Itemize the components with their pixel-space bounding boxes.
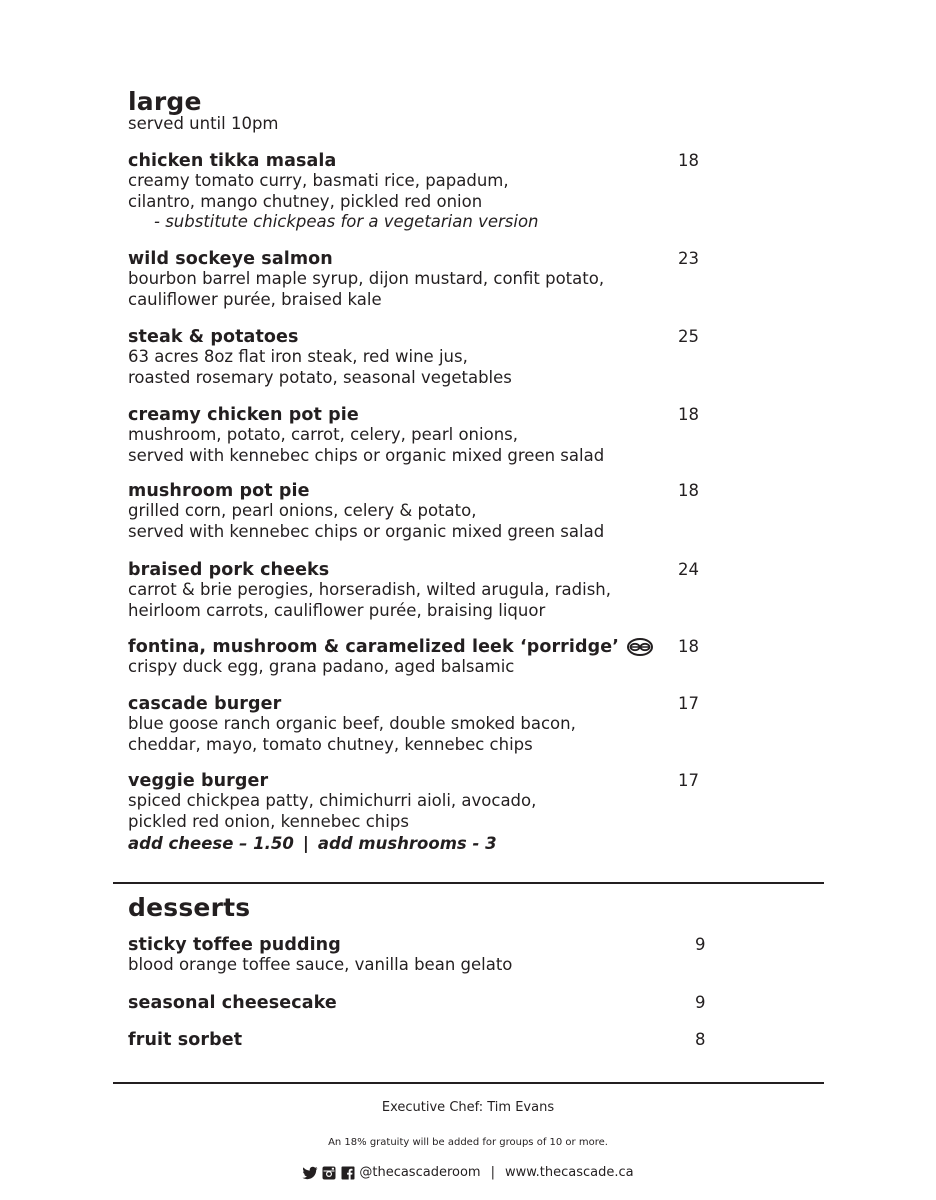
item-name: veggie burger <box>128 771 269 791</box>
instagram-icon[interactable] <box>321 1165 337 1181</box>
item-name: seasonal cheesecake <box>128 993 337 1013</box>
footer-separator: | <box>490 1165 495 1180</box>
item-name: chicken tikka masala <box>128 151 337 171</box>
addon-mushrooms: add mushrooms - 3 <box>317 834 497 853</box>
social-links <box>0 1164 936 1182</box>
gratuity-note: An 18% gratuity will be added for groups of 10 or more. <box>328 1137 608 1148</box>
item-name: fontina, mushroom & caramelized leek ‘porridge’ <box>128 637 619 657</box>
item-price: 17 <box>678 771 699 790</box>
addon-separator: | <box>302 834 309 853</box>
item-price: 9 <box>695 935 706 954</box>
item-description: grilled corn, pearl onions, celery & potato, <box>128 501 477 520</box>
vegetarian-icon <box>626 637 654 657</box>
item-name: fruit sorbet <box>128 1030 243 1050</box>
menu-item <box>128 405 728 466</box>
item-description: bourbon barrel maple syrup, dijon mustard, confit potato, <box>128 269 605 288</box>
item-description: 63 acres 8oz flat iron steak, red wine jus, <box>128 347 468 366</box>
item-note: - substitute chickpeas for a vegetarian version <box>154 212 539 231</box>
item-price: 25 <box>678 327 699 346</box>
item-name: wild sockeye salmon <box>128 249 333 269</box>
item-price: 9 <box>695 993 706 1012</box>
menu-item <box>128 249 728 310</box>
item-description: blue goose ranch organic beef, double smoked bacon, <box>128 714 576 733</box>
twitter-icon[interactable] <box>302 1165 318 1181</box>
burger-addons <box>128 834 497 854</box>
item-description: served with kennebec chips or organic mixed green salad <box>128 445 605 465</box>
item-description: crispy duck egg, grana padano, aged balsamic <box>128 657 515 676</box>
item-description: cauliflower purée, braised kale <box>128 289 382 309</box>
item-description: heirloom carrots, cauliflower purée, braising liquor <box>128 600 546 620</box>
item-price: 18 <box>678 481 699 500</box>
item-description: spiced chickpea patty, chimichurri aioli, avocado, <box>128 791 537 810</box>
item-price: 18 <box>678 405 699 424</box>
item-name: braised pork cheeks <box>128 560 330 580</box>
menu-item <box>128 771 728 832</box>
menu-item <box>128 560 728 621</box>
social-handle[interactable]: @thecascaderoom <box>359 1165 481 1180</box>
executive-chef: Executive Chef: Tim Evans <box>381 1100 555 1115</box>
menu-item <box>128 481 728 542</box>
menu-item <box>128 1030 728 1050</box>
footer-divider <box>113 1082 824 1084</box>
item-price: 23 <box>678 249 699 268</box>
item-description: cilantro, mango chutney, pickled red onion <box>128 191 483 211</box>
item-name: sticky toffee pudding <box>128 935 341 955</box>
menu-item <box>128 694 728 755</box>
item-description: roasted rosemary potato, seasonal vegetables <box>128 367 512 387</box>
addon-cheese: add cheese – 1.50 <box>128 834 294 853</box>
menu-item <box>128 637 728 678</box>
item-description: mushroom, potato, carrot, celery, pearl onions, <box>128 425 518 444</box>
item-price: 18 <box>678 151 699 170</box>
item-name: creamy chicken pot pie <box>128 405 359 425</box>
item-description: cheddar, mayo, tomato chutney, kennebec chips <box>128 734 533 754</box>
item-price: 17 <box>678 694 699 713</box>
item-description: pickled red onion, kennebec chips <box>128 811 409 831</box>
section-title-desserts: desserts <box>128 893 251 922</box>
item-price: 8 <box>695 1030 706 1049</box>
menu-item <box>128 151 728 233</box>
item-description: creamy tomato curry, basmati rice, papadum, <box>128 171 509 190</box>
facebook-icon[interactable] <box>340 1165 356 1181</box>
menu-item <box>128 935 728 976</box>
item-name: mushroom pot pie <box>128 481 310 501</box>
item-description: served with kennebec chips or organic mixed green salad <box>128 521 605 541</box>
section-title-large: large <box>128 87 202 116</box>
website-link[interactable]: www.thecascade.ca <box>504 1165 634 1180</box>
item-price: 24 <box>678 560 699 579</box>
item-description: carrot & brie perogies, horseradish, wilted arugula, radish, <box>128 580 611 599</box>
item-description: blood orange toffee sauce, vanilla bean gelato <box>128 955 513 974</box>
item-name-row <box>128 637 728 657</box>
menu-item <box>128 327 728 388</box>
section-subtitle: served until 10pm <box>128 114 279 133</box>
item-name: steak & potatoes <box>128 327 299 347</box>
item-name: cascade burger <box>128 694 282 714</box>
section-divider <box>113 882 824 884</box>
menu-item <box>128 993 728 1013</box>
item-price: 18 <box>678 637 699 656</box>
